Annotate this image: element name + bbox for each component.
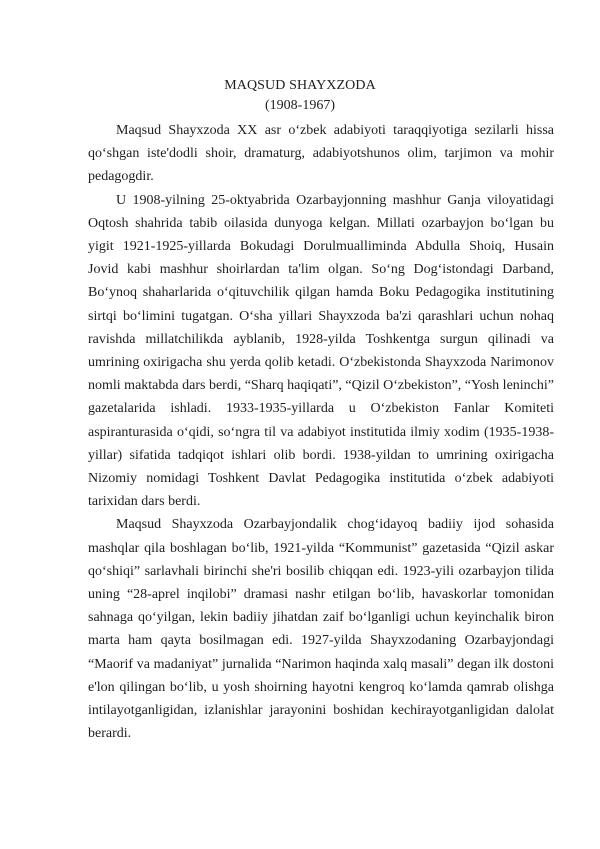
paragraph-early-works: Maqsud Shayxzoda Ozarbayjondalik chogʻidayoq badiiy ijod sohasida mashqlar qila boshlagan boʻlib, 1921-yilda “Kommunist” gazetasida “Qizil askar qoʻshiqi” sarlavhali birinchi she'ri bosilib chiqqan edi. 1923-yili ozarbayjon tilida uning “28-aprel inqilobi” dramasi nashr etilgan boʻlib, havaskorlar tomonidan sahnaga qoʻyilgan, lekin badiiy jihatdan zaif boʻlganligi uchun keyinchalik biron marta ham qayta bosilmagan edi. 1927-yilda Shayxzodaning Ozarbayjondagi “Maorif va madaniyat” jurnalida “Narimon haqinda xalq masali” degan ilk dostoni e'lon qilingan boʻlib, u yosh shoirning hayotni kengroq koʻlamda qamrab olishga intilayotganligidan, izlanishlar jarayonini boshidan kechirayotganligidan dalolat berardi. <box>88 517 554 742</box>
document-body <box>88 119 554 745</box>
document-subtitle-years: (1908-1967) <box>265 98 335 113</box>
paragraph-intro: Maqsud Shayxzoda XX asr oʻzbek adabiyoti taraqqiyotiga sezilarli hissa qoʻshgan iste'dodli shoir, dramaturg, adabiyotshunos olim, tarjimon va mohir pedagogdir. <box>88 123 554 185</box>
document-title: MAQSUD SHAYXZODA <box>224 78 376 93</box>
paragraph-biography: U 1908-yilning 25-oktyabrida Ozarbayjonning mashhur Ganja viloyatidagi Oqtosh shahrida tabib oilasida dunyoga kelgan. Millati ozarbayjon boʻlgan bu yigit 1921-1925-yillarda Bokudagi Dorulmualliminda Abdulla Shoiq, Husain Jovid kabi mashhur shoirlardan ta'lim olgan. Soʻng Dogʻistondagi Darband, Boʻynoq shaharlarida oʻqituvchilik qilgan hamda Boku Pedagogika institutining sirtqi boʻlimini tugatgan. Oʻsha yillari Shayxzoda ba'zi qarashlari uchun nohaq ravishda millatchilikda ayblanib, 1928-yilda Toshkentga surgun qilinadi va umrining oxirigacha shu yerda qolib ketadi. Oʻzbekistonda Shayxzoda Narimonov nomli maktabda dars berdi, “Sharq haqiqati”, “Qizil Oʻzbekiston”, “Yosh leninchi” gazetalarida ishladi. 1933-1935-yillarda u Oʻzbekiston Fanlar Komiteti aspiranturasida oʻqidi, soʻngra til va adabiyot institutida ilmiy xodim (1935-1938-yillar) sifatida tadqiqot ishlari olib bordi. 1938-yildan to umrining oxirigacha Nizomiy nomidagi Toshkent Davlat Pedagogika institutida oʻzbek adabiyoti tarixidan dars berdi. <box>88 192 554 510</box>
